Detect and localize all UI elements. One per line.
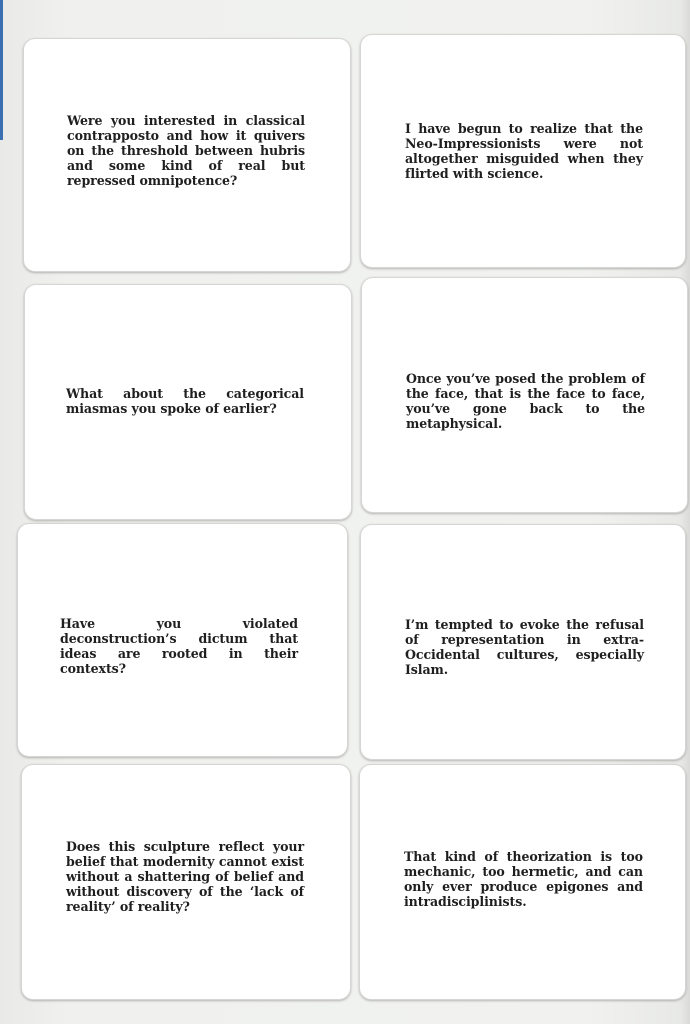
- card-text: I’m tempted to evoke the refusal of representation in extra-Occidental cultures, especially Islam.: [405, 617, 644, 677]
- question-card: [23, 38, 351, 272]
- card-text: Once you’ve posed the problem of the face, that is the face to face, you’ve gone back to the metaphysical.: [406, 371, 645, 431]
- card-text: I have begun to realize that the Neo-Impressionists were not altogether misguided when they flirted with science.: [405, 121, 643, 181]
- card-text: That kind of theorization is too mechanic, too hermetic, and can only ever produce epigones and intradisciplinists.: [404, 849, 643, 909]
- binding-edge-stripe: [0, 0, 3, 140]
- card-text: Were you interested in classical contrapposto and how it quivers on the threshold between hubris and some kind of real but repressed omnipotence?: [67, 113, 305, 188]
- question-card: [17, 523, 348, 757]
- question-card: [21, 764, 351, 1000]
- card-text: Does this sculpture reflect your belief that modernity cannot exist without a shattering of belief and without discovery of the ‘lack of reality’ of reality?: [66, 839, 304, 914]
- question-card: [24, 284, 352, 520]
- question-card: [360, 524, 686, 760]
- question-card: [361, 277, 688, 513]
- question-card: [360, 34, 686, 268]
- card-text: Have you violated deconstruction’s dictum that ideas are rooted in their contexts?: [60, 616, 298, 676]
- card-text: What about the categorical miasmas you spoke of earlier?: [66, 386, 304, 416]
- question-card: [359, 764, 686, 1000]
